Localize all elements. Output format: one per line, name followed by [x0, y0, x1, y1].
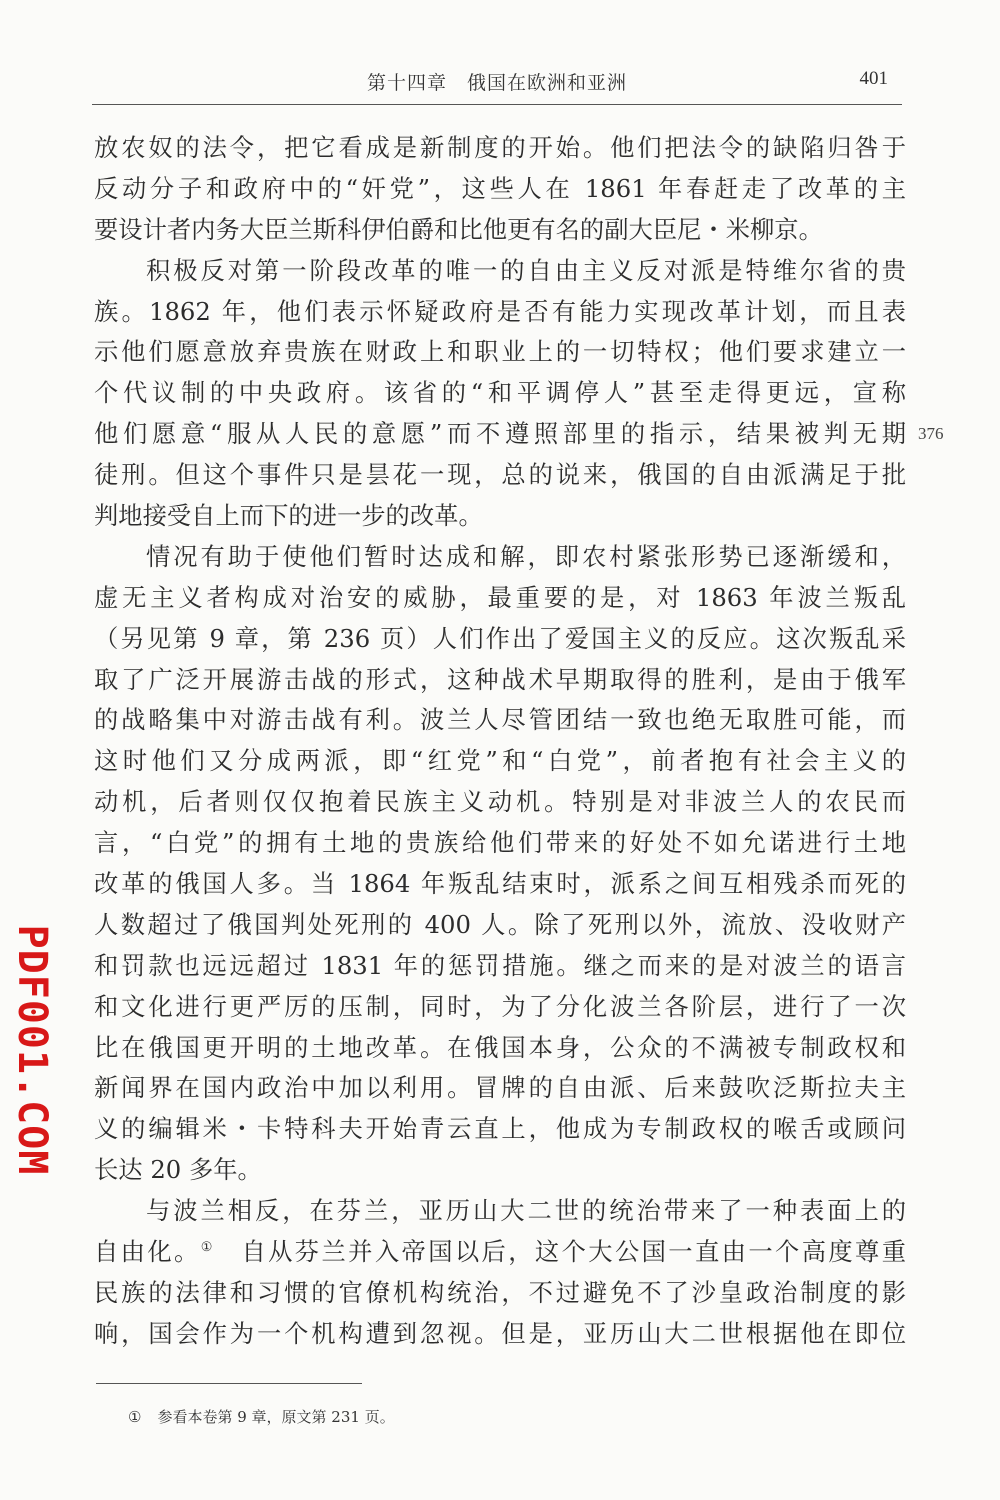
page-number: 401 [859, 68, 888, 89]
text-line: 响，国会作为一个机构遭到忽视。但是，亚历山大二世根据他在即位 [94, 1318, 906, 1348]
text-line [94, 1232, 906, 1273]
watermark-logo [8, 924, 56, 1176]
text-line: 个代议制的中央政府。该省的“和平调停人”甚至走得更远，宣称 [94, 378, 906, 408]
text-line: 反动分子和政府中的“奸党”，这些人在 1861 年春赶走了改革的主 [94, 173, 906, 203]
text-line: 和文化进行更严厉的压制，同时，为了分化波兰各阶层，进行了一次 [94, 991, 906, 1021]
text-line: 情况有助于使他们暂时达成和解，即农村紧张形势已逐渐缓和， [146, 541, 906, 571]
text-line: 要设计者内务大臣兰斯科伊伯爵和比他更有名的副大臣尼・米柳京。 [94, 214, 823, 244]
watermark-text: PDF001.COM [9, 924, 55, 1176]
text-line: 虚无主义者构成对治安的威胁，最重要的是，对 1863 年波兰叛乱 [94, 582, 906, 612]
text-line: 积极反对第一阶段改革的唯一的自由主义反对派是特维尔省的贵 [146, 255, 906, 285]
footnote-divider [96, 1383, 362, 1384]
text-line: 动机，后者则仅仅抱着民族主义动机。特别是对非波兰人的农民而 [94, 787, 906, 817]
text-line: 这时他们又分成两派，即“红党”和“白党”，前者抱有社会主义的 [94, 746, 906, 776]
text-line: 徒刑。但这个事件只是昙花一现，总的说来，俄国的自由派满足于批 [94, 460, 906, 490]
original-page-marker: 376 [918, 424, 944, 443]
footnote-text: 参看本卷第 9 章，原文第 231 页。 [157, 1408, 395, 1426]
body-text [94, 128, 906, 1355]
text-line: 的战略集中对游击战有利。波兰人尽管团结一致也绝无取胜可能，而 [94, 705, 906, 735]
footnote-reference[interactable]: ① [200, 1239, 215, 1255]
text-line: 民族的法律和习惯的官僚机构统治，不过避免不了沙皇政治制度的影 [94, 1277, 906, 1307]
text-line: 他们愿意“服从人民的意愿”而不遵照部里的指示，结果被判无期 [94, 419, 906, 449]
running-header [92, 64, 902, 105]
text-line: 放农奴的法令，把它看成是新制度的开始。他们把法令的缺陷归咎于 [94, 133, 906, 162]
text-line: 取了广泛开展游击战的形式，这种战术早期取得的胜利，是由于俄军 [94, 664, 906, 694]
text-line: 和罚款也远远超过 1831 年的惩罚措施。继之而来的是对波兰的语言 [94, 950, 906, 980]
footnote [128, 1406, 395, 1427]
text-line: 长达 20 多年。 [94, 1155, 262, 1185]
text-line: 与波兰相反，在芬兰，亚历山大二世的统治带来了一种表面上的 [146, 1196, 906, 1226]
text-line: 言，“白党”的拥有土地的贵族给他们带来的好处不如允诺进行土地 [94, 828, 906, 858]
text-line: 改革的俄国人多。当 1864 年叛乱结束时，派系之间互相残杀而死的 [94, 869, 906, 899]
text-line: 人数超过了俄国判处死刑的 400 人。除了死刑以外，流放、没收财产 [94, 909, 906, 939]
text-fragment: 自从芬兰并入帝国以后，这个大公国一直由一个高度尊重 [241, 1237, 906, 1267]
text-line: 判地接受自上而下的进一步的改革。 [94, 501, 483, 531]
text-line: 新闻界在国内政治中加以利用。冒牌的自由派、后来鼓吹泛斯拉夫主 [94, 1073, 906, 1103]
text-line: 义的编辑米・卡特科夫开始青云直上，他成为专制政权的喉舌或顾问 [94, 1114, 906, 1144]
text-line: 比在俄国更开明的土地改革。在俄国本身，公众的不满被专制政权和 [94, 1032, 906, 1062]
chapter-title: 第十四章 俄国在欧洲和亚洲 [366, 72, 627, 94]
text-line: 示他们愿意放弃贵族在财政上和职业上的一切特权；他们要求建立一 [94, 337, 906, 367]
footnote-marker: ① [128, 1408, 142, 1426]
text-fragment: 自由化。 [94, 1237, 201, 1267]
text-line: 族。1862 年，他们表示怀疑政府是否有能力实现改革计划，而且表 [94, 296, 906, 326]
text-line: （另见第 9 章，第 236 页）人们作出了爱国主义的反应。这次叛乱采 [94, 623, 906, 653]
